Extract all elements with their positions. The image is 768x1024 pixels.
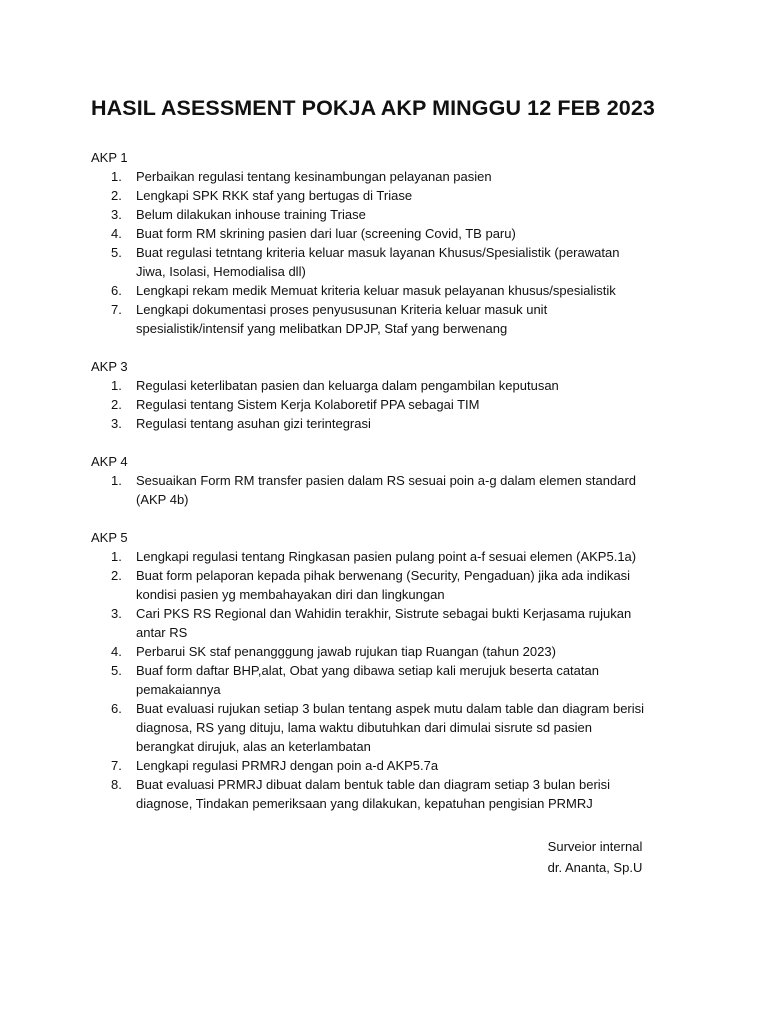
signature-name: dr. Ananta, Sp.U [547,860,643,875]
section-heading: AKP 4 [91,454,128,469]
item-text: diagnosa, RS yang dituju, lama waktu dibutuhkan dari dimulai sisrute sd pasien [136,720,592,735]
item-text: spesialistik/intensif yang melibatkan DPJP, Staf yang berwenang [136,321,508,336]
list-item [91,775,691,813]
list-item [91,281,691,300]
item-text: Buaf form daftar BHP,alat, Obat yang dibawa setiap kali merujuk beserta catatan [136,663,599,678]
item-text: Belum dilakukan inhouse training Triase [136,207,366,222]
item-list [91,471,691,509]
section-akp [91,148,691,338]
item-text: Cari PKS RS Regional dan Wahidin terakhir, Sistrute sebagai bukti Kerjasama rujukan [136,606,632,621]
item-text: antar RS [136,625,188,640]
list-item [91,300,691,338]
list-item [91,376,691,395]
item-number: 7. [111,758,122,773]
item-text: Lengkapi rekam medik Memuat kriteria keluar masuk pelayanan khusus/spesialistik [136,283,616,298]
section-akp [91,357,691,433]
item-number: 4. [111,644,122,659]
item-number: 4. [111,226,122,241]
item-number: 1. [111,549,122,564]
item-number: 2. [111,568,122,583]
item-number: 3. [111,416,122,431]
item-number: 3. [111,606,122,621]
list-item [91,414,691,433]
item-text: Buat regulasi tetntang kriteria keluar masuk layanan Khusus/Spesialistik (perawatan [136,245,620,260]
item-text: Perbarui SK staf penangggung jawab rujukan tiap Ruangan (tahun 2023) [136,644,556,659]
item-number: 1. [111,473,122,488]
item-list [91,547,691,813]
item-text: Lengkapi SPK RKK staf yang bertugas di Triase [136,188,413,203]
list-item [91,186,691,205]
item-text: Sesuaikan Form RM transfer pasien dalam RS sesuai poin a-g dalam elemen standard [136,473,637,488]
list-item [91,395,691,414]
section-akp [91,452,691,509]
list-item [91,756,691,775]
list-item [91,471,691,509]
item-text: Jiwa, Isolasi, Hemodialisa dll) [136,264,306,279]
item-number: 1. [111,378,122,393]
list-item [91,205,691,224]
list-item [91,224,691,243]
section-akp [91,528,691,813]
item-number: 2. [111,397,122,412]
section-heading: AKP 5 [91,530,128,545]
item-text: Regulasi tentang Sistem Kerja Kolaboretif PPA sebagai TIM [136,397,480,412]
assessment-sections [91,148,691,832]
item-number: 1. [111,169,122,184]
item-number: 6. [111,701,122,716]
item-text: kondisi pasien yg membahayakan diri dan lingkungan [136,587,445,602]
item-text: pemakaiannya [136,682,221,697]
item-text: Buat evaluasi rujukan setiap 3 bulan tentang aspek mutu dalam table dan diagram berisi [136,701,645,716]
item-list [91,167,691,338]
list-item [91,642,691,661]
list-item [91,661,691,699]
list-item [91,699,691,756]
item-number: 6. [111,283,122,298]
item-text: berangkat dirujuk, alas an keterlambatan [136,739,371,754]
item-number: 2. [111,188,122,203]
document-title: HASIL ASESSMENT POKJA AKP MINGGU 12 FEB 2023 [91,96,655,120]
item-text: Buat form RM skrining pasien dari luar (screening Covid, TB paru) [136,226,516,241]
list-item [91,566,691,604]
item-text: Lengkapi dokumentasi proses penyususunan Kriteria keluar masuk unit [136,302,548,317]
item-list [91,376,691,433]
item-text: Buat evaluasi PRMRJ dibuat dalam bentuk table dan diagram setiap 3 bulan berisi [136,777,611,792]
item-text: (AKP 4b) [136,492,189,507]
item-text: Perbaikan regulasi tentang kesinambungan pelayanan pasien [136,169,492,184]
signature-role: Surveior internal [547,839,643,854]
item-text: Buat form pelaporan kepada pihak berwenang (Security, Pengaduan) jika ada indikasi [136,568,631,583]
item-text: diagnose, Tindakan pemeriksaan yang dilakukan, kepatuhan pengisian PRMRJ [136,796,593,811]
list-item [91,604,691,642]
section-heading: AKP 1 [91,150,128,165]
item-number: 3. [111,207,122,222]
list-item [91,167,691,186]
item-number: 7. [111,302,122,317]
item-text: Lengkapi regulasi PRMRJ dengan poin a-d AKP5.7a [136,758,439,773]
item-number: 8. [111,777,122,792]
item-text: Regulasi tentang asuhan gizi terintegrasi [136,416,371,431]
list-item [91,243,691,281]
item-number: 5. [111,663,122,678]
section-heading: AKP 3 [91,359,128,374]
signature-block [520,836,670,878]
item-text: Lengkapi regulasi tentang Ringkasan pasien pulang point a-f sesuai elemen (AKP5.1a) [136,549,637,564]
item-text: Regulasi keterlibatan pasien dan keluarga dalam pengambilan keputusan [136,378,559,393]
list-item [91,547,691,566]
item-number: 5. [111,245,122,260]
